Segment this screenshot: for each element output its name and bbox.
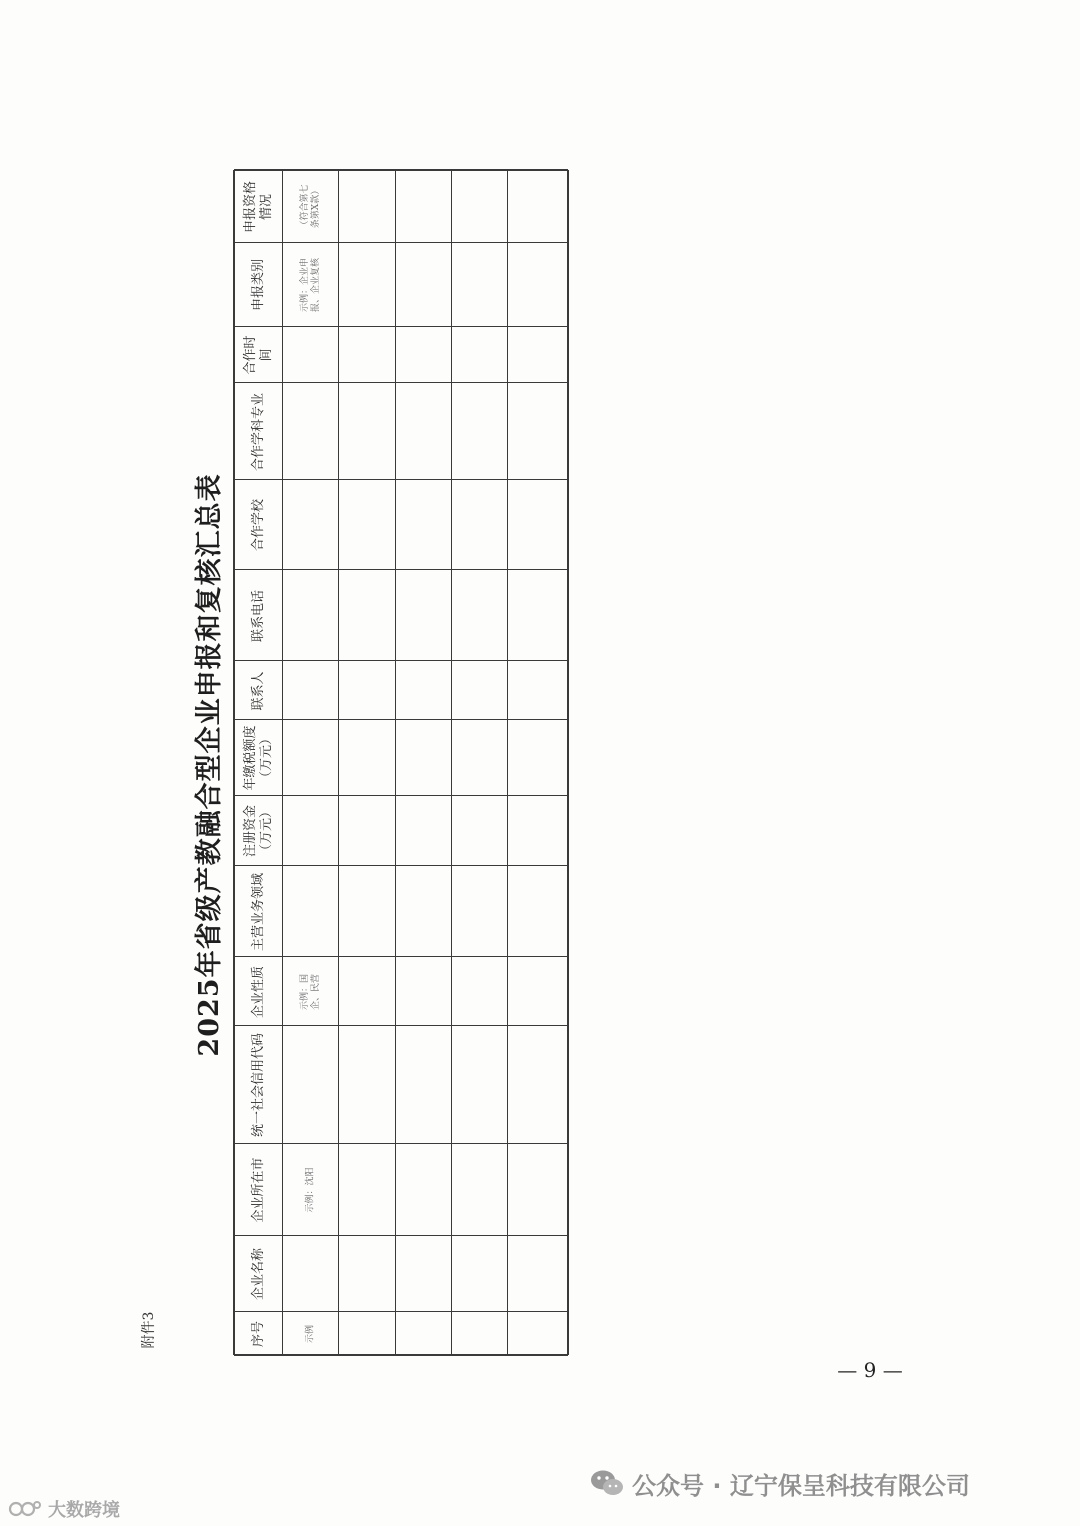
table-column-border [234, 1235, 568, 1236]
table-column-border [234, 569, 568, 570]
table-column-border [234, 479, 568, 480]
document-title-text: 2025年省级产教融合型企业申报和复核汇总表 [194, 473, 225, 1057]
table-column-border [234, 865, 568, 866]
table-row-border [567, 170, 569, 1355]
table-column-border [234, 956, 568, 957]
table-column-border [234, 169, 568, 171]
table-header-cell-text: 联系人 [250, 670, 266, 711]
logo-icon [8, 1499, 42, 1519]
table-column-border [234, 326, 568, 327]
table-header-cell-text: 统一社会信用代码 [250, 1032, 266, 1138]
brand-watermark-text: 大数跨境 [48, 1500, 120, 1521]
table-header-cell-text: 合作时 间 [242, 335, 274, 375]
wechat-watermark [590, 1466, 1050, 1500]
attachment-label [138, 1300, 158, 1360]
table-column-border [234, 660, 568, 661]
page-number: — 9 — [837, 1358, 903, 1382]
table-column-border [234, 1354, 568, 1356]
table-header-cell-text: 序号 [250, 1320, 266, 1347]
table-header-cell-text: 联系电话 [250, 589, 266, 642]
table-row-border [395, 170, 396, 1355]
wechat-watermark-text: 公众号 · 辽宁保呈科技有限公司 [632, 1471, 970, 1500]
table-header-cell-text: 主营业务领域 [250, 872, 266, 951]
table-example-cell-text: 示例：国 企、民营 [299, 973, 321, 1010]
brand-watermark [8, 1496, 120, 1522]
table-column-border [234, 242, 568, 243]
table-header-cell-text: 申报资格 情况 [242, 180, 274, 233]
table-header-cell-text: 合作学校 [250, 498, 266, 552]
table-header-cell-text: 企业性质 [250, 965, 266, 1018]
table-example-cell-text: 示例：沈阳 [305, 1167, 316, 1213]
table-column-border [234, 1025, 568, 1026]
table-column-border [234, 1311, 568, 1312]
wechat-icon [590, 1469, 624, 1497]
table-header-cell-text: 申报类别 [250, 258, 266, 312]
table-column-border [234, 382, 568, 383]
table-header-cell-text: 企业名称 [250, 1247, 266, 1301]
table-header-cell-text: 合作学科专业 [250, 392, 266, 471]
table-example-cell-text: 示例 [305, 1324, 316, 1343]
table-row-border [338, 170, 339, 1355]
table-column-border [234, 719, 568, 720]
table-header-cell-text: 注册资金 （万元） [242, 804, 274, 858]
table-row-border [451, 170, 452, 1355]
table-row-border [282, 170, 283, 1355]
table-header-cell-text: 企业所在市 [250, 1157, 266, 1223]
table-row-border [507, 170, 508, 1355]
attachment-label-text: 附件3 [141, 1311, 157, 1349]
table-header-cell-text: 年缴税额度 （万元） [242, 725, 274, 791]
table-example-cell-text: （符合第七 条第X款） [299, 183, 321, 230]
table-row-border [233, 170, 235, 1355]
table-column-border [234, 795, 568, 796]
table-column-border [234, 1143, 568, 1144]
table-example-cell-text: 示例：企业申 报、企业复核 [299, 257, 321, 313]
